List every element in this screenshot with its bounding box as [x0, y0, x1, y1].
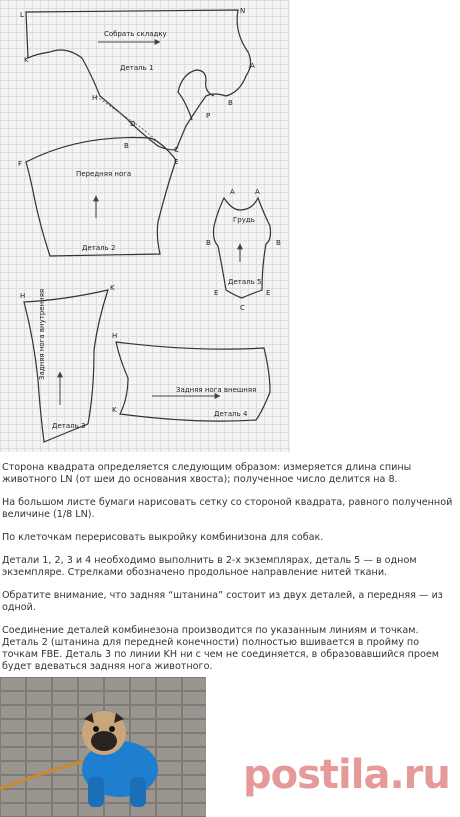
- rear-outer-label: Задняя нога внешняя: [176, 386, 257, 394]
- point-F: F: [18, 160, 23, 168]
- instruction-paragraph: Обратите внимание, что задняя “штанина” состоит из двух деталей, а передняя — из одной.: [2, 590, 443, 613]
- point-B: B: [228, 99, 233, 107]
- part5-label: Деталь 5: [228, 278, 262, 286]
- point-L: L: [20, 11, 24, 19]
- point-N: N: [240, 7, 246, 15]
- point-B3: B: [206, 239, 211, 247]
- instruction-paragraph: На большом листе бумаги нарисовать сетку со стороной квадрата, равного полученной величине (1/8 LN).: [2, 497, 453, 520]
- pattern-svg: [0, 0, 290, 452]
- part1-label: Деталь 1: [120, 64, 154, 72]
- point-H3: H: [112, 332, 118, 340]
- point-D: D: [130, 120, 136, 128]
- watermark-logo: postila.ru: [243, 752, 450, 798]
- part3-outline: [24, 290, 108, 442]
- point-A3: A: [255, 188, 260, 196]
- instruction-paragraph: Детали 1, 2, 3 и 4 необходимо выполнить в 2-х экземплярах, деталь 5 — в одном экземпляре. Стрелками обозначено продольное направление нитей ткани.: [2, 555, 417, 578]
- instruction-paragraph: Соединение деталей комбинезона производится по указанным линиям и точкам. Деталь 2 (штанина для передней конечности) полностью вшивается в пройму по точкам FBE. Деталь 3 по линии KH ни с чем не соединяется, в образовавшийся проем будет вдеваться задняя нога животного.: [2, 625, 439, 672]
- instruction-paragraph: Сторона квадрата определяется следующим образом: измеряется длина спины животного LN (от шеи до основания хвоста); полученное число делится на 8.: [2, 462, 412, 485]
- point-E: E: [174, 158, 179, 166]
- instruction-paragraph: По клеточкам перерисовать выкройку комбинизона для собак.: [2, 532, 324, 543]
- point-K: K: [24, 56, 29, 64]
- fold-label: Собрать складку: [104, 30, 167, 38]
- point-C2: C: [240, 304, 245, 312]
- point-E3: E: [266, 289, 271, 297]
- point-A2: A: [230, 188, 235, 196]
- chest-label: Грудь: [233, 216, 255, 224]
- front-leg-label: Передняя нога: [76, 170, 132, 178]
- point-B4: B: [276, 239, 281, 247]
- pug-photo-art: [0, 677, 206, 817]
- point-H: H: [92, 94, 98, 102]
- part3-label: Деталь 3: [52, 422, 86, 430]
- part2-label: Деталь 2: [82, 244, 116, 252]
- point-A: A: [250, 62, 255, 70]
- point-C: C: [174, 146, 179, 154]
- point-P: P: [206, 112, 211, 120]
- pug-photo: [0, 677, 206, 817]
- point-K3: K: [112, 406, 117, 414]
- rear-inner-label: Задняя нога внутренняя: [38, 288, 46, 380]
- pattern-diagram: [0, 0, 290, 452]
- point-B2: B: [124, 142, 129, 150]
- instructions: [2, 462, 458, 684]
- part2-outline: [26, 138, 179, 257]
- part4-label: Деталь 4: [214, 410, 248, 418]
- point-H2: H: [20, 292, 26, 300]
- point-E2: E: [214, 289, 219, 297]
- point-K2: K: [110, 284, 115, 292]
